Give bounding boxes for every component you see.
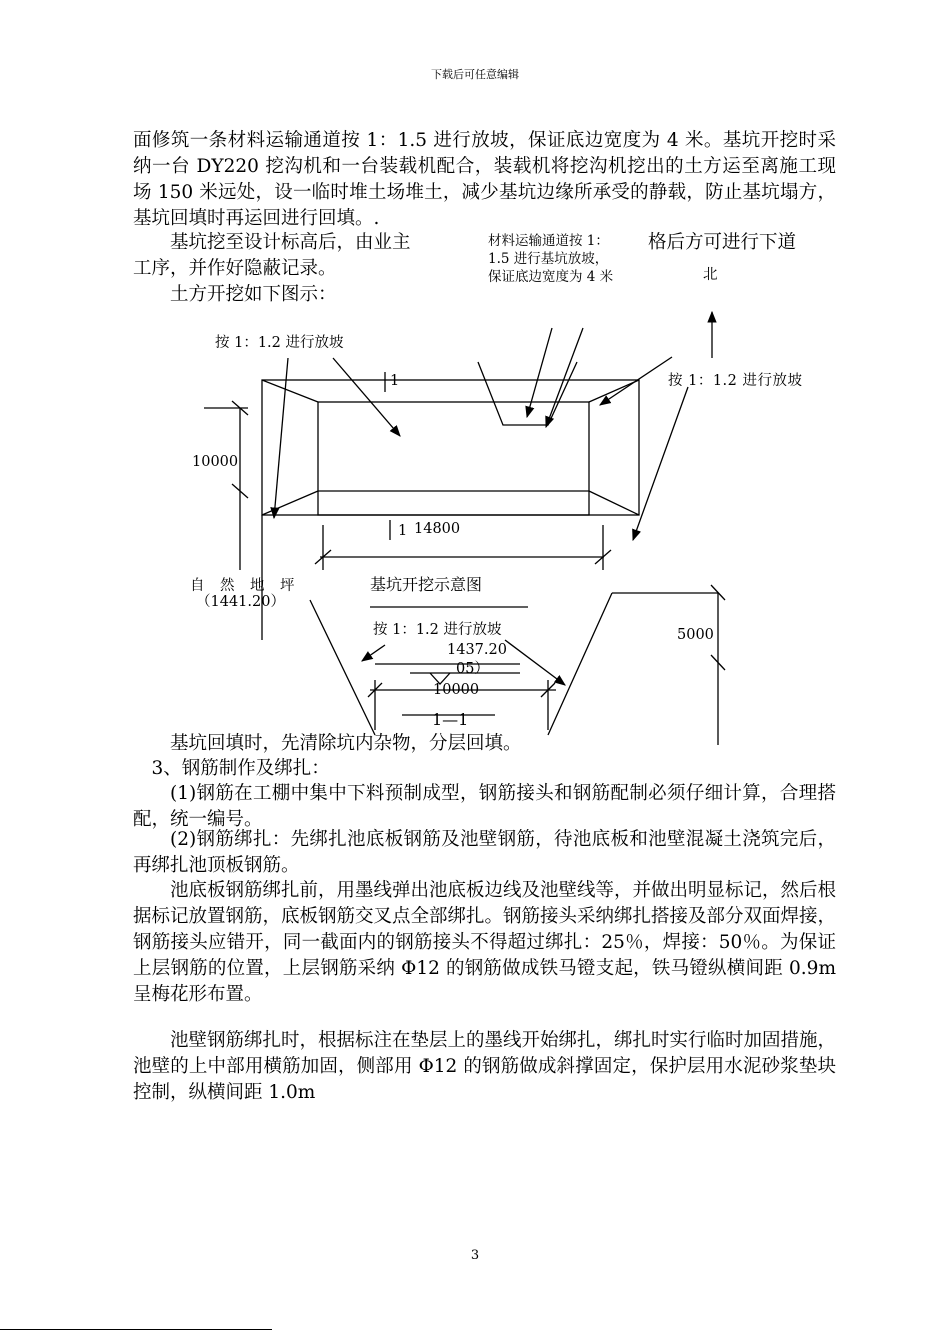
paragraph-acceptance-start: 基坑挖至设计标高后，由业主: [170, 232, 411, 253]
paragraph-road-excavation: 面修筑一条材料运输通道按 1：1.5 进行放坡，保证底边宽度为 4 米。基坑开挖时采纳一台 DY220 挖沟机和一台装载机配合，装载机将挖沟机挖出的土方运至离施工现场 150 米远处，设一临时堆土场堆土，减少基坑边缘所承受的静载，防止基坑塌方，基坑回填时再运回进行回填。.: [133, 130, 836, 229]
north-label: 北: [703, 267, 718, 283]
page-number: 3: [470, 1248, 480, 1263]
paragraph-figure-intro: 土方开挖如下图示：: [170, 284, 337, 305]
section-title: 1—1: [432, 710, 469, 729]
natural-ground-label: 自 然 地 坪: [190, 578, 295, 594]
road-note-line2: 1.5 进行基坑放坡，: [488, 251, 609, 267]
paragraph-rebar-tying: (2)钢筋绑扎：先绑扎池底板钢筋及池壁钢筋，待池底板和池壁混凝土浇筑完后，再绑扎池顶板钢筋。: [133, 829, 836, 876]
paragraph-acceptance-end: 格后方可进行下道: [648, 232, 797, 253]
dimension-14800: 14800: [414, 521, 461, 537]
dimension-10000-vertical: 10000: [192, 454, 239, 470]
road-note-line3: 保证底边宽度为 4 米: [488, 269, 614, 285]
footer-rule: [0, 1329, 272, 1330]
bottom-elevation-tail: 05）: [456, 661, 489, 677]
section-slope-label: 按 1：1.2 进行放坡: [373, 622, 502, 638]
page-header: 下载后可任意编辑: [431, 68, 519, 81]
slope-label-left: 按 1：1.2 进行放坡: [215, 335, 344, 351]
dimension-10000-horizontal: 10000: [433, 682, 480, 698]
natural-ground-elevation: （1441.20）: [196, 594, 285, 610]
paragraph-acceptance-cont: 工序，并作好隐蔽记录。: [133, 258, 337, 279]
paragraph-backfill: 基坑回填时，先清除坑内杂物，分层回填。: [170, 733, 522, 754]
paragraph-bottom-slab-rebar: 池底板钢筋绑扎前，用墨线弹出池底板边线及池壁线等，并做出明显标记，然后根据标记放置钢筋，底板钢筋交叉点全部绑扎。钢筋接头采纳绑扎搭接及部分双面焊接，钢筋接头应错开，同一截面内的钢筋接头不得超过绑扎：25％，焊接：50％。为保证上层钢筋的位置，上层钢筋采纳 Φ12 的钢筋做成铁马镫支起，铁马镫纵横间距 0.9m 呈梅花形布置。: [133, 880, 837, 1005]
plan-title: 基坑开挖示意图: [370, 575, 483, 594]
section-mark-bottom: 1: [398, 523, 408, 539]
section-left-slope: [310, 600, 375, 735]
section-right-slope: [548, 593, 612, 735]
paragraph-rebar-fabrication: (1)钢筋在工棚中集中下料预制成型，钢筋接头和钢筋配制必须仔细计算，合理搭配，统一编号。: [133, 783, 836, 830]
section-heading-rebar: 3、钢筋制作及绑扎：: [151, 758, 330, 779]
slope-label-right: 按 1：1.2 进行放坡: [668, 373, 803, 389]
road-note-line1: 材料运输通道按 1：: [488, 233, 609, 249]
dimension-5000: 5000: [677, 627, 714, 643]
paragraph-wall-rebar: 池壁钢筋绑扎时，根据标注在垫层上的墨线开始绑扎，绑扎时实行临时加固措施，池壁的上中部用横筋加固，侧部用 Φ12 的钢筋做成斜撑固定，保护层用水泥砂浆垫块控制，纵横间距 1.0m: [133, 1030, 837, 1103]
section-mark-top: 1: [390, 373, 400, 389]
bottom-elevation: 1437.20: [447, 642, 507, 658]
